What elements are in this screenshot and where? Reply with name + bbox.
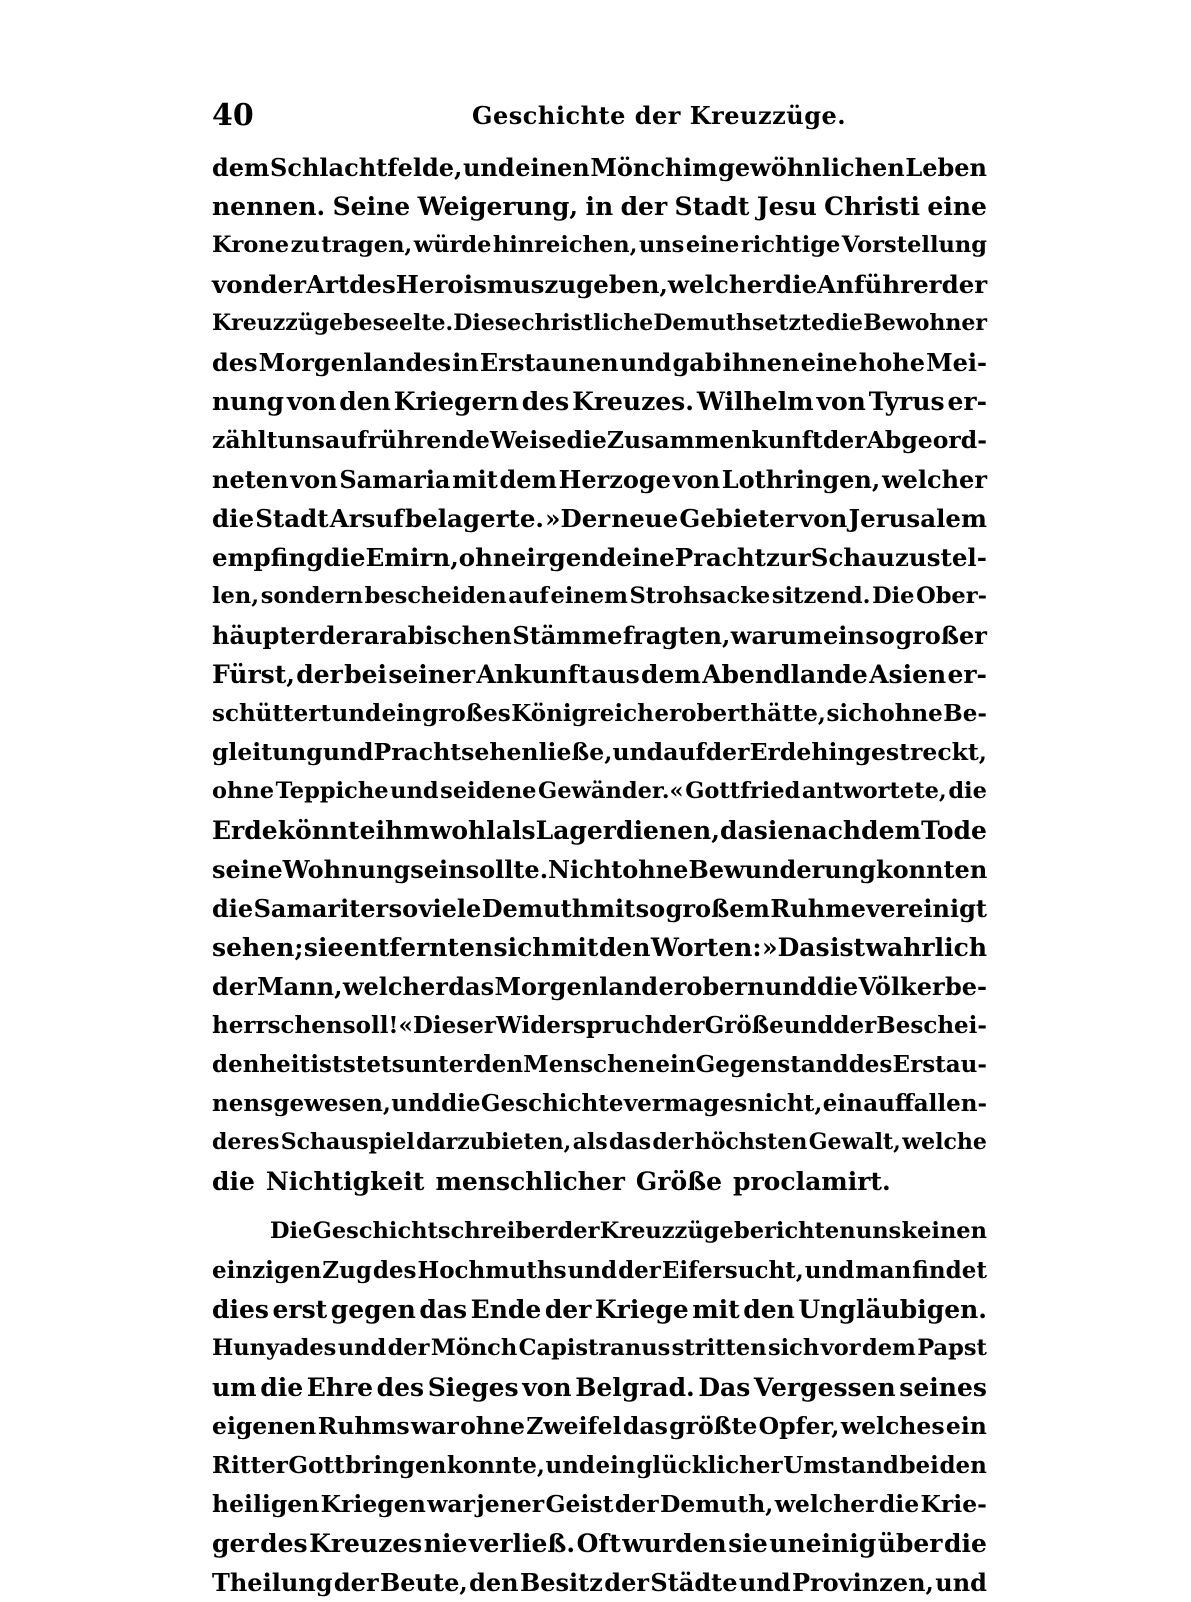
text-line: seine Wohnung sein sollte. Nicht ohne Bewunderung konnten: [212, 855, 988, 884]
text-line: Kreuzzüge beseelte. Diese christliche Demuth setzte die Bewohner: [212, 310, 987, 336]
text-line: dem Schlachtfelde, und einen Mönch im gewöhnlichen Leben: [212, 153, 987, 182]
text-line: nens gewesen, und die Geschichte vermag es nicht, ein auffallen-: [212, 1090, 987, 1117]
text-line: nennen. Seine Weigerung, in der Stadt Jesu Christi eine: [212, 192, 987, 221]
text-line: herrschen soll!« Dieser Widerspruch der Größe und der Beschei-: [212, 1012, 987, 1039]
text-line: sehen; sie entfernten sich mit den Worten: »Das ist wahrlich: [212, 933, 987, 962]
text-line: Theilung der Beute, den Besitz der Städte und Provinzen, und: [212, 1568, 987, 1597]
text-line: ger des Kreuzes nie verließ. Oft wurden sie uneinig über die: [212, 1529, 987, 1558]
text-line: die Samariter so viele Demuth mit so großem Ruhme vereinigt: [212, 894, 987, 923]
text-line: der Mann, welcher das Morgenland erobern und die Völker be-: [212, 972, 987, 1001]
text-line: deres Schauspiel darzubieten, als das der höchsten Gewalt, welche: [212, 1129, 987, 1155]
paragraph: [212, 1212, 987, 1602]
text-line: schüttert und ein großes Königreich erobert hätte, sich ohne Be-: [212, 700, 987, 727]
text-line: Die Geschichtschreiber der Kreuzzüge berichten uns keinen: [270, 1218, 987, 1244]
running-title: Geschichte der Kreuzzüge.: [472, 101, 847, 130]
text-line: Fürst, der bei seiner Ankunft aus dem Abendlande Asien er-: [212, 660, 987, 689]
body-text: [212, 148, 987, 1602]
page-number: 40: [212, 98, 254, 133]
text-line: dies erst gegen das Ende der Kriege mit den Ungläubigen.: [212, 1295, 987, 1324]
text-line: von der Art des Heroismus zu geben, welcher die Anführer der: [212, 270, 988, 299]
text-line: die Nichtigkeit menschlicher Größe proclamirt.: [212, 1167, 891, 1196]
running-head: [212, 96, 987, 136]
text-line: um die Ehre des Sieges von Belgrad. Das Vergessen seines: [212, 1373, 987, 1402]
text-line: empfing die Emirn, ohne irgend eine Pracht zur Schau zu stel-: [212, 543, 987, 572]
text-line: eigenen Ruhms war ohne Zweifel das größte Opfer, welches ein: [212, 1412, 987, 1440]
text-line: denheit ist stets unter den Menschen ein Gegenstand des Erstau-: [212, 1051, 987, 1078]
text-line: ohne Teppiche und seidene Gewänder.« Gottfried antwortete, die: [212, 778, 987, 804]
text-line: nung von den Kriegern des Kreuzes. Wilhelm von Tyrus er-: [212, 387, 987, 416]
text-line: die Stadt Arsuf belagerte. »Der neue Gebieter von Jerusalem: [212, 504, 987, 533]
text-line: einzigen Zug des Hochmuths und der Eifersucht, und man findet: [212, 1257, 987, 1284]
text-line: Erde könnte ihm wohl als Lager dienen, da sie nach dem Tode: [212, 816, 987, 845]
text-line: Ritter Gott bringen konnte, und ein glücklicher Umstand bei den: [212, 1452, 987, 1479]
text-line: neten von Samaria mit dem Herzoge von Lothringen, welcher: [212, 465, 987, 494]
text-line: zählt uns auf rührende Weise die Zusammenkunft der Abgeord-: [212, 426, 987, 454]
text-line: häupter der arabischen Stämme fragten, warum ein so großer: [212, 621, 987, 650]
text-line: heiligen Kriegen war jener Geist der Demuth, welcher die Krie-: [212, 1490, 987, 1518]
text-line: len, sondern bescheiden auf einem Strohsacke sitzend. Die Ober-: [212, 583, 987, 609]
paragraph-gap: [212, 1201, 987, 1212]
text-line: gleitung und Pracht sehen ließe, und auf der Erde hingestreckt,: [212, 738, 987, 766]
text-line: Krone zu tragen, würde hinreichen, uns eine richtige Vorstellung: [212, 232, 987, 258]
text-line: des Morgenlandes in Erstaunen und gab ihnen eine hohe Mei-: [212, 348, 987, 377]
paragraph: [212, 148, 987, 1201]
text-line: Hunyades und der Mönch Capistranus stritten sich vor dem Papst: [212, 1335, 987, 1361]
